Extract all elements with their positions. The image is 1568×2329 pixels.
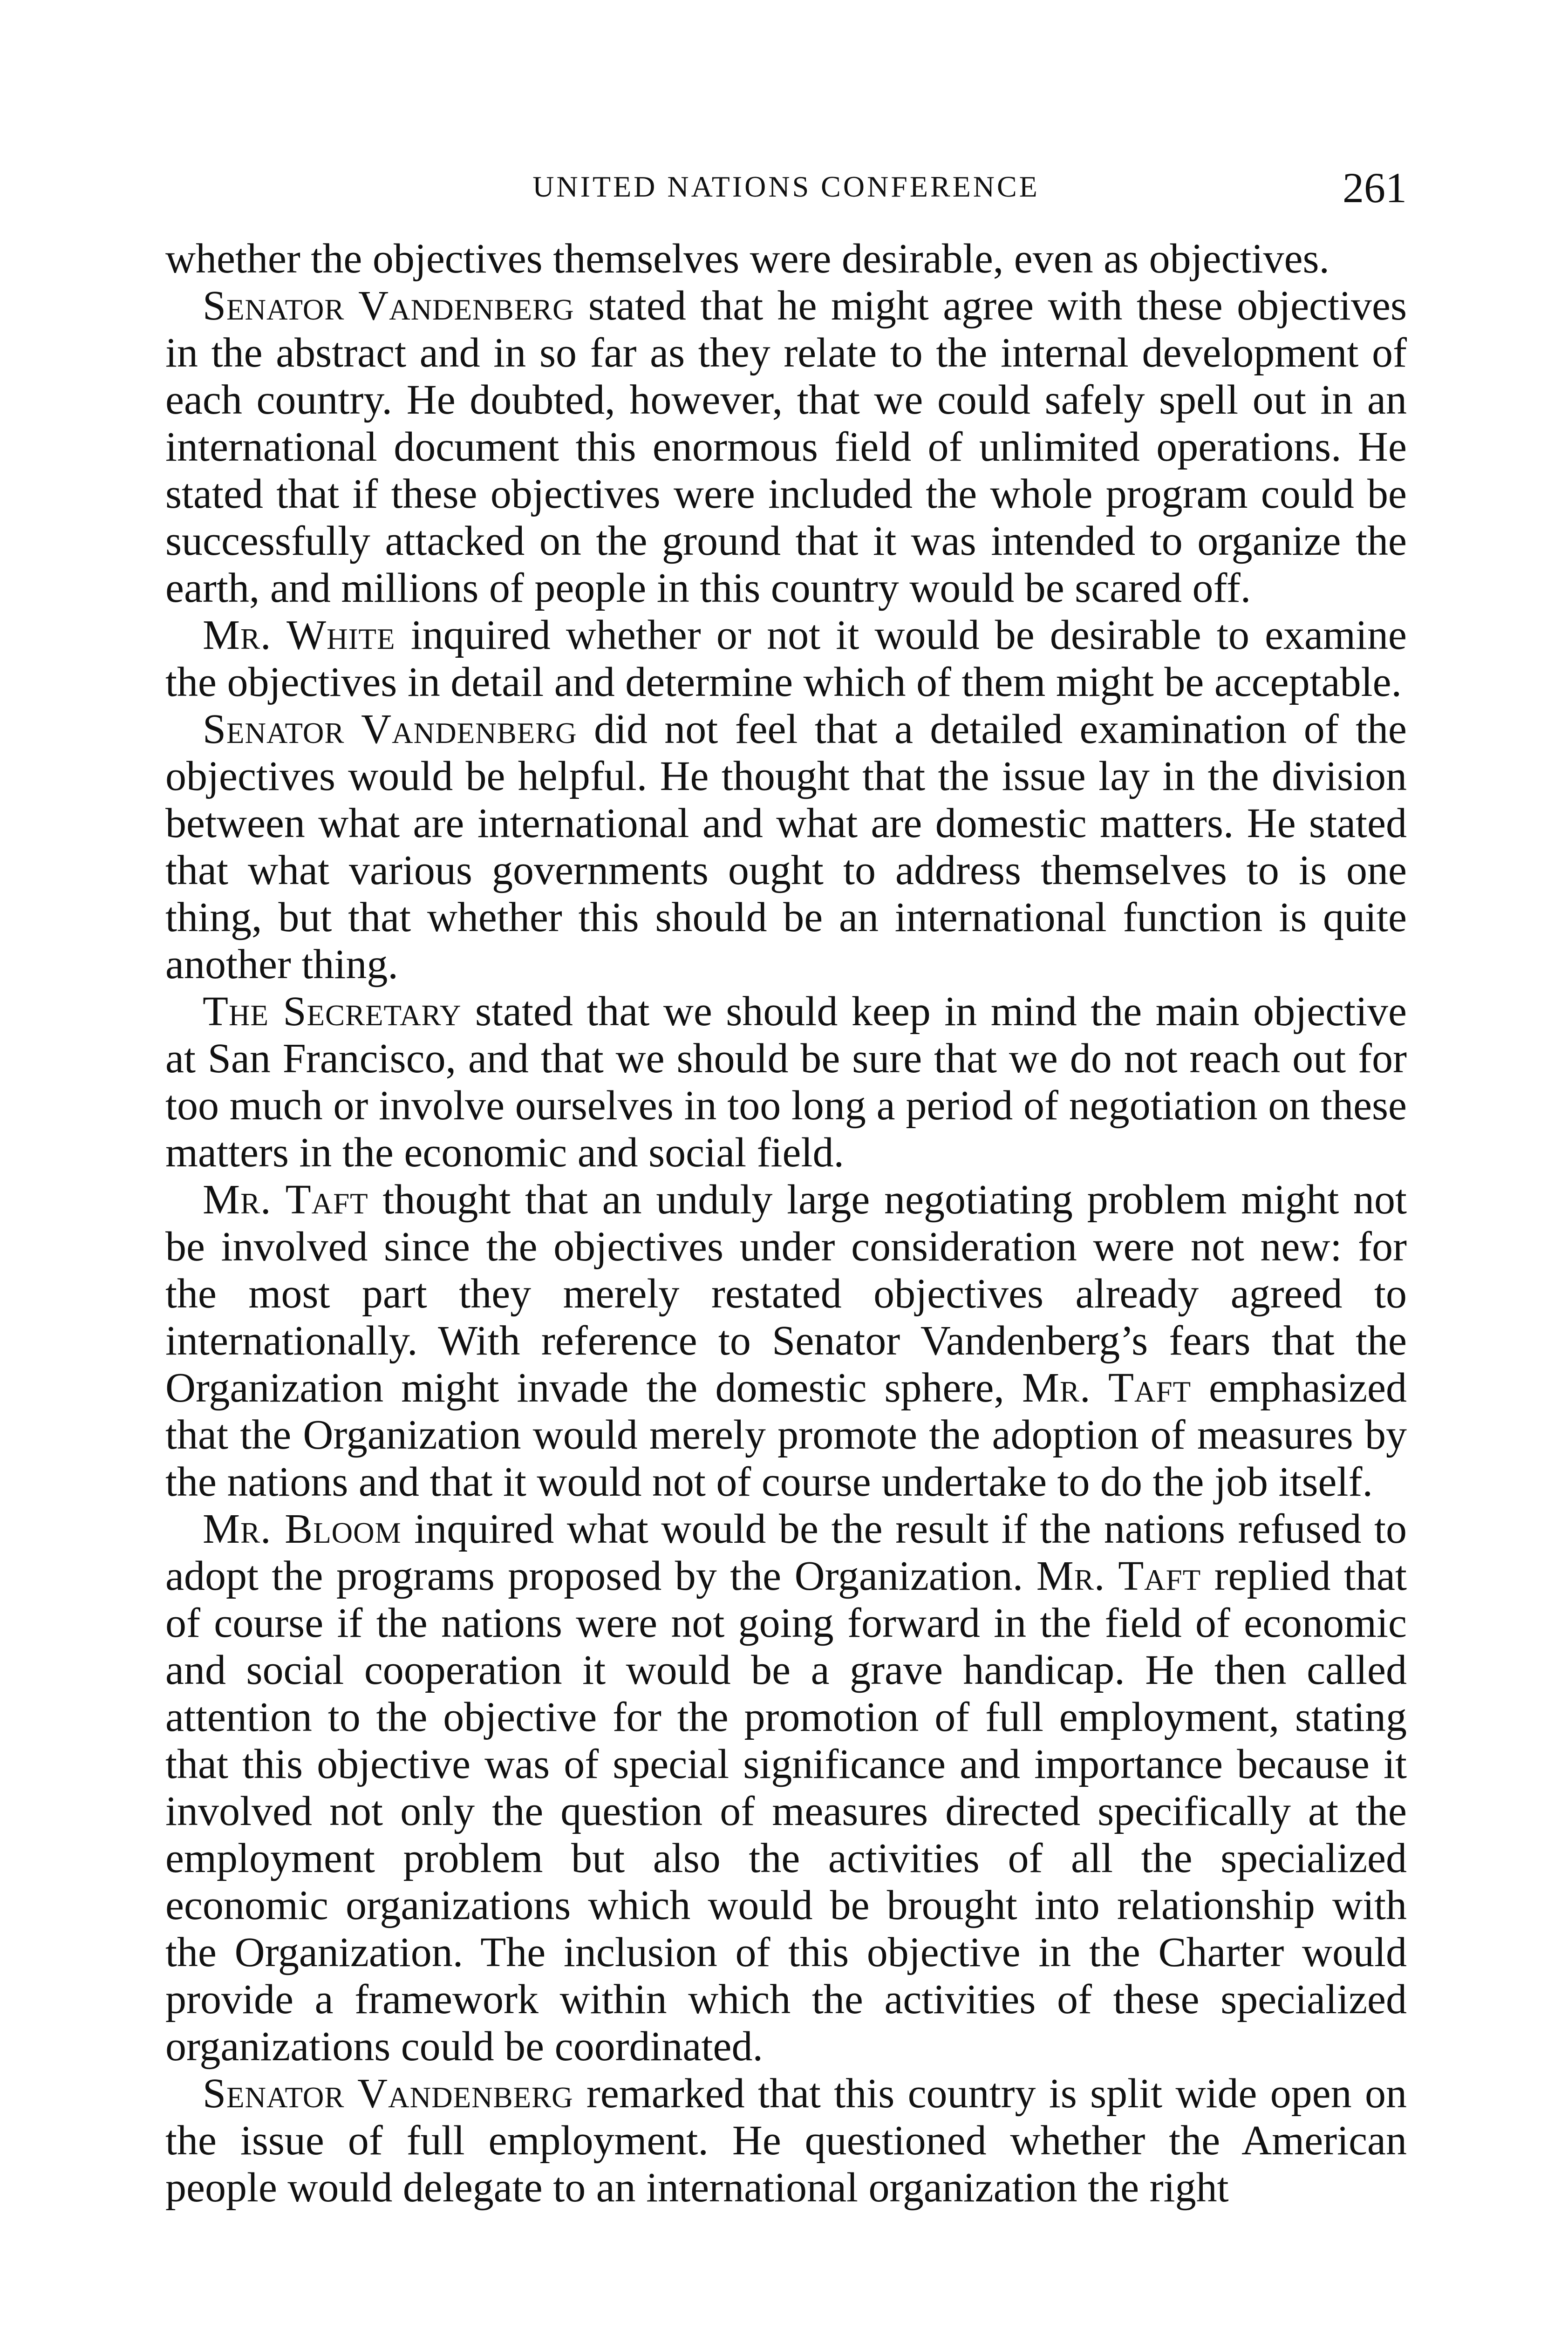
speaker-name: Mr. White — [203, 612, 395, 658]
paragraph-text: did not feel that a detailed examination of the objectives would be helpful. He thought that the issue lay in the division between what are international and what are domestic matters. He stated that what various governments ought to address themselves to is one thing, but that whether this should be an international function is quite another thing. — [165, 706, 1407, 987]
speaker-name: Senator Vandenberg — [203, 2070, 573, 2117]
speaker-name: Mr. Taft — [1022, 1365, 1192, 1411]
paragraph — [165, 282, 1407, 612]
paragraph — [165, 1505, 1407, 2070]
paragraph — [165, 612, 1407, 706]
speaker-name: Senator Vandenberg — [203, 283, 574, 329]
paragraph — [165, 988, 1407, 1176]
paragraph-text: inquired whether or not it would be desirable to examine the objectives in detail and determine which of them might be acceptable. — [165, 612, 1407, 705]
paragraph-text: inquired what would be the result if the nations refused to adopt the programs proposed by the Organization. — [165, 1506, 1407, 1599]
paragraph-text: stated that we should keep in mind the main objective at San Francisco, and that we should be sure that we do not reach out for too much or involve ourselves in too long a period of negotiation on these matters in the economic and social field. — [165, 988, 1407, 1176]
speaker-name: The Secretary — [203, 988, 462, 1035]
paragraph-text: thought that an unduly large negotiating problem might not be involved since the objectives under consideration were not new: for the most part they merely restated objectives already agreed to internationally. With reference to Senator Vandenberg’s fears that the Organization might invade the domestic sphere, — [165, 1177, 1407, 1411]
paragraph-text: stated that he might agree with these objectives in the abstract and in so far as they relate to the internal development of each country. He doubted, however, that we could safely spell out in an international document this enormous field of unlimited operations. He stated that if these objectives were included the whole program could be successfully attacked on the ground that it was intended to organize the earth, and millions of people in this country would be scared off. — [165, 283, 1407, 611]
running-title: UNITED NATIONS CONFERENCE — [532, 170, 1040, 203]
paragraph — [165, 706, 1407, 988]
page-number: 261 — [1343, 164, 1407, 211]
paragraph-text: remarked that this country is split wide open on the issue of full employment. He questioned whether the American people would delegate to an international organization the right — [165, 2070, 1407, 2211]
speaker-name: Mr. Taft — [203, 1177, 368, 1223]
paragraph — [165, 2070, 1407, 2211]
body-text — [165, 235, 1407, 2211]
paragraph-text: replied that of course if the nations were not going forward in the field of economic and social cooperation it would be a grave handicap. He then called attention to the objective for the promotion of full employment, stating that this objective was of special significance and importance because it involved not only the question of measures directed specifically at the employment problem but also the activities of all the specialized economic organizations which would be brought into relationship with the Organization. The inclusion of this objective in the Charter would provide a framework within which the activities of these specialized organizations could be coordinated. — [165, 1553, 1407, 2070]
speaker-name: Mr. Taft — [1036, 1553, 1201, 1599]
paragraph-text: whether the objectives themselves were desirable, even as objectives. — [165, 236, 1330, 282]
speaker-name: Senator Vandenberg — [203, 706, 577, 752]
speaker-name: Mr. Bloom — [203, 1506, 402, 1552]
running-head — [165, 163, 1407, 219]
paragraph — [165, 235, 1407, 282]
paragraph — [165, 1176, 1407, 1505]
paragraph-text: emphasized that the Organization would merely promote the adoption of measures by the nations and that it would not of course undertake to do the job itself. — [165, 1365, 1407, 1505]
